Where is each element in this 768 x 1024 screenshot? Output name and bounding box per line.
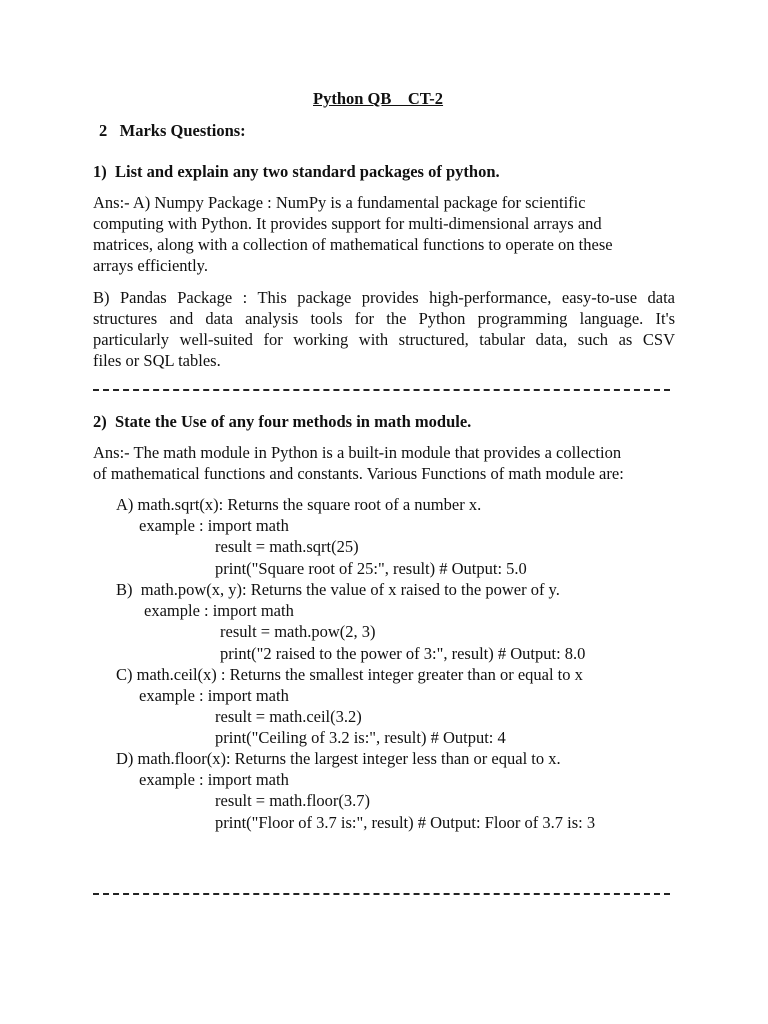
question-2-heading: 2) State the Use of any four methods in math module. (93, 412, 472, 431)
method-floor-code-line: result = math.floor(3.7) (215, 791, 371, 810)
method-sqrt-example: example : import math (139, 516, 289, 535)
method-ceil-code-line: print("Ceiling of 3.2 is:", result) # Output: 4 (215, 728, 506, 747)
question-1-heading: 1) List and explain any two standard packages of python. (93, 162, 500, 181)
answer-1-line: B) Pandas Package : This package provides high-performance, easy-to-use data (93, 288, 675, 307)
answer-1-line: matrices, along with a collection of mathematical functions to operate on these (93, 235, 613, 254)
method-pow-code-line: print("2 raised to the power of 3:", result) # Output: 8.0 (220, 644, 586, 663)
method-floor-title: D) math.floor(x): Returns the largest integer less than or equal to x. (116, 749, 561, 768)
section-divider (93, 389, 670, 391)
method-pow-title: B) math.pow(x, y): Returns the value of x raised to the power of y. (116, 580, 560, 599)
section-divider (93, 893, 670, 895)
answer-1-line: computing with Python. It provides support for multi-dimensional arrays and (93, 214, 602, 233)
method-pow-code-line: result = math.pow(2, 3) (220, 622, 376, 641)
answer-1-line: structures and data analysis tools for the Python programming language. It's (93, 309, 675, 328)
method-pow-example: example : import math (144, 601, 294, 620)
method-floor-example: example : import math (139, 770, 289, 789)
method-sqrt-code-line: result = math.sqrt(25) (215, 537, 359, 556)
section-heading: 2 Marks Questions: (99, 121, 246, 140)
method-ceil-example: example : import math (139, 686, 289, 705)
answer-1-line: Ans:- A) Numpy Package : NumPy is a fundamental package for scientific (93, 193, 586, 212)
method-ceil-title: C) math.ceil(x) : Returns the smallest integer greater than or equal to x (116, 665, 583, 684)
answer-2-intro-line: of mathematical functions and constants. Various Functions of math module are: (93, 464, 624, 483)
method-ceil-code-line: result = math.ceil(3.2) (215, 707, 362, 726)
answer-1-line: files or SQL tables. (93, 351, 221, 370)
answer-1-line: arrays efficiently. (93, 256, 208, 275)
method-floor-code-line: print("Floor of 3.7 is:", result) # Output: Floor of 3.7 is: 3 (215, 813, 596, 832)
answer-1-line: particularly well-suited for working with structured, tabular data, such as CSV (93, 330, 675, 349)
method-sqrt-title: A) math.sqrt(x): Returns the square root of a number x. (116, 495, 482, 514)
method-sqrt-code-line: print("Square root of 25:", result) # Output: 5.0 (215, 559, 527, 578)
document-title: Python QB CT-2 (313, 89, 444, 108)
answer-2-intro-line: Ans:- The math module in Python is a built-in module that provides a collection (93, 443, 622, 462)
